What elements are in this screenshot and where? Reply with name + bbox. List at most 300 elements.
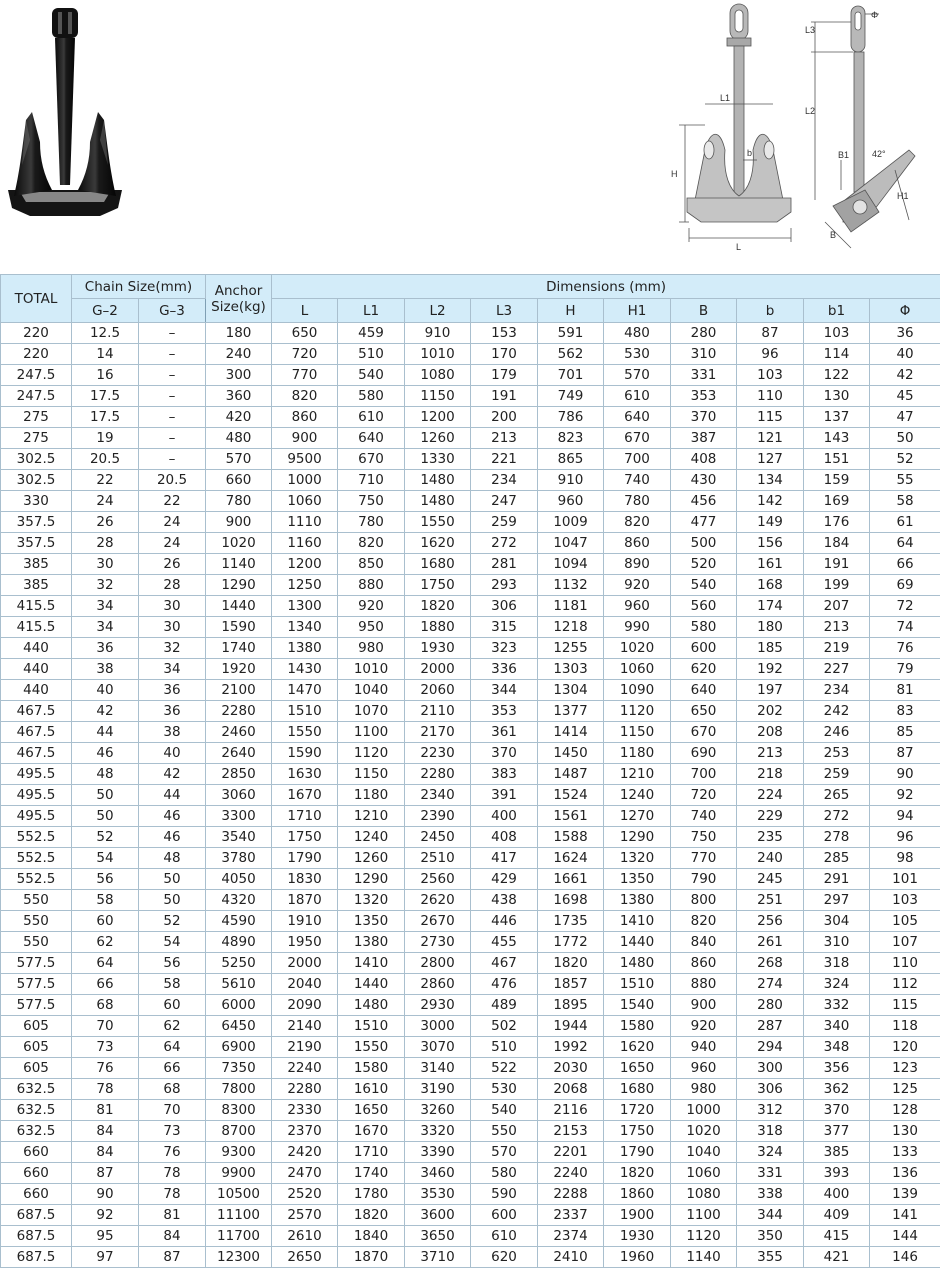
table-cell: 127 — [737, 449, 804, 470]
table-cell: 577.5 — [1, 953, 72, 974]
table-cell: 2930 — [405, 995, 471, 1016]
table-cell: 191 — [804, 554, 870, 575]
table-cell: 52 — [139, 911, 206, 932]
table-cell: 1930 — [604, 1226, 671, 1247]
table-cell: 440 — [1, 659, 72, 680]
table-cell: 50 — [72, 806, 139, 827]
table-cell: 820 — [272, 386, 338, 407]
table-cell: 1710 — [272, 806, 338, 827]
table-cell: 3650 — [405, 1226, 471, 1247]
table-cell: 60 — [139, 995, 206, 1016]
table-cell: 1670 — [338, 1121, 405, 1142]
table-cell: 2420 — [272, 1142, 338, 1163]
table-cell: 149 — [737, 512, 804, 533]
table-cell: 97 — [72, 1247, 139, 1268]
table-cell: 272 — [471, 533, 538, 554]
table-cell: 1040 — [671, 1142, 737, 1163]
table-cell: 259 — [804, 764, 870, 785]
table-cell: 1377 — [538, 701, 604, 722]
table-cell: 650 — [671, 701, 737, 722]
table-cell: 920 — [604, 575, 671, 596]
table-cell: 101 — [870, 869, 940, 890]
col-header-dim: b1 — [804, 299, 870, 323]
table-cell: 174 — [737, 596, 804, 617]
table-cell: 749 — [538, 386, 604, 407]
table-cell: 103 — [737, 365, 804, 386]
table-cell: 860 — [604, 533, 671, 554]
table-cell: 1000 — [272, 470, 338, 491]
table-cell: 1750 — [604, 1121, 671, 1142]
table-cell: 1790 — [272, 848, 338, 869]
table-row — [1, 1205, 940, 1226]
table-cell: 130 — [804, 386, 870, 407]
table-cell: 1480 — [338, 995, 405, 1016]
table-cell: 3070 — [405, 1037, 471, 1058]
table-cell: 324 — [737, 1142, 804, 1163]
table-cell: 510 — [471, 1037, 538, 1058]
table-row — [1, 806, 940, 827]
table-cell: 1200 — [272, 554, 338, 575]
col-header-dim: L1 — [338, 299, 405, 323]
table-cell: 58 — [870, 491, 940, 512]
table-cell: 409 — [804, 1205, 870, 1226]
table-cell: 1320 — [338, 890, 405, 911]
table-cell: 146 — [870, 1247, 940, 1268]
table-cell: 36 — [139, 680, 206, 701]
table-cell: 136 — [870, 1163, 940, 1184]
table-cell: 591 — [538, 323, 604, 344]
table-cell: 750 — [671, 827, 737, 848]
table-cell: 76 — [72, 1058, 139, 1079]
table-cell: 502 — [471, 1016, 538, 1037]
table-cell: 285 — [804, 848, 870, 869]
table-cell: 2650 — [272, 1247, 338, 1268]
table-cell: 910 — [538, 470, 604, 491]
table-cell: 118 — [870, 1016, 940, 1037]
table-cell: 2330 — [272, 1100, 338, 1121]
table-cell: 1580 — [604, 1016, 671, 1037]
table-cell: 120 — [870, 1037, 940, 1058]
anchor-header-line1: Anchor — [214, 282, 263, 299]
table-cell: 19 — [72, 428, 139, 449]
table-cell: 1150 — [604, 722, 671, 743]
table-cell: 562 — [538, 344, 604, 365]
table-cell: 980 — [671, 1079, 737, 1100]
table-cell: 281 — [471, 554, 538, 575]
table-cell: 1080 — [405, 365, 471, 386]
table-cell: 2800 — [405, 953, 471, 974]
table-cell: 860 — [272, 407, 338, 428]
table-cell: 1410 — [338, 953, 405, 974]
table-cell: 620 — [471, 1247, 538, 1268]
table-cell: 1670 — [272, 785, 338, 806]
table-cell: – — [139, 365, 206, 386]
table-cell: 740 — [671, 806, 737, 827]
table-cell: 1440 — [206, 596, 272, 617]
table-cell: 64 — [72, 953, 139, 974]
table-cell: 385 — [1, 575, 72, 596]
table-cell: 850 — [338, 554, 405, 575]
table-cell: 344 — [737, 1205, 804, 1226]
table-cell: 9500 — [272, 449, 338, 470]
table-cell: 550 — [1, 890, 72, 911]
table-cell: 47 — [870, 407, 940, 428]
table-cell: 1181 — [538, 596, 604, 617]
table-cell: 45 — [870, 386, 940, 407]
table-cell: 92 — [870, 785, 940, 806]
table-cell: 2390 — [405, 806, 471, 827]
table-cell: 3260 — [405, 1100, 471, 1121]
table-cell: 456 — [671, 491, 737, 512]
table-cell: 169 — [804, 491, 870, 512]
table-cell: 550 — [1, 932, 72, 953]
table-cell: 302.5 — [1, 470, 72, 491]
table-cell: 2000 — [405, 659, 471, 680]
table-cell: 560 — [671, 596, 737, 617]
table-cell: 400 — [804, 1184, 870, 1205]
table-cell: 550 — [471, 1121, 538, 1142]
table-cell: 115 — [870, 995, 940, 1016]
table-cell: 1620 — [405, 533, 471, 554]
table-cell: 68 — [72, 995, 139, 1016]
table-cell: 2640 — [206, 743, 272, 764]
table-cell: 143 — [804, 428, 870, 449]
table-cell: 1540 — [604, 995, 671, 1016]
table-cell: 1380 — [604, 890, 671, 911]
table-cell: 336 — [471, 659, 538, 680]
table-cell: 240 — [206, 344, 272, 365]
table-cell: 1150 — [405, 386, 471, 407]
table-cell: 92 — [72, 1205, 139, 1226]
table-cell: 220 — [1, 323, 72, 344]
table-row — [1, 890, 940, 911]
table-cell: 387 — [671, 428, 737, 449]
table-cell: 430 — [671, 470, 737, 491]
table-row — [1, 596, 940, 617]
table-cell: 56 — [72, 869, 139, 890]
table-cell: 687.5 — [1, 1205, 72, 1226]
table-cell: 660 — [1, 1163, 72, 1184]
table-row — [1, 827, 940, 848]
table-cell: 1510 — [272, 701, 338, 722]
table-cell: 865 — [538, 449, 604, 470]
table-row — [1, 1184, 940, 1205]
table-cell: 1510 — [604, 974, 671, 995]
table-cell: 3190 — [405, 1079, 471, 1100]
table-cell: 184 — [804, 533, 870, 554]
table-cell: 1040 — [338, 680, 405, 701]
table-cell: 420 — [206, 407, 272, 428]
table-cell: 540 — [471, 1100, 538, 1121]
table-cell: 2288 — [538, 1184, 604, 1205]
table-cell: 66 — [72, 974, 139, 995]
table-cell: 900 — [272, 428, 338, 449]
table-cell: 370 — [671, 407, 737, 428]
table-cell: 890 — [604, 554, 671, 575]
table-cell: 251 — [737, 890, 804, 911]
col-header-total: TOTAL — [1, 275, 72, 323]
table-row — [1, 575, 940, 596]
table-cell: 1550 — [338, 1037, 405, 1058]
table-cell: 1350 — [604, 869, 671, 890]
table-cell: 2240 — [538, 1163, 604, 1184]
table-cell: 81 — [72, 1100, 139, 1121]
table-cell: 122 — [804, 365, 870, 386]
table-cell: 1650 — [338, 1100, 405, 1121]
table-row — [1, 323, 940, 344]
table-cell: 720 — [671, 785, 737, 806]
table-cell: 26 — [72, 512, 139, 533]
table-cell: 6450 — [206, 1016, 272, 1037]
diagram-label: L3 — [805, 25, 816, 35]
table-cell: 1740 — [338, 1163, 405, 1184]
table-cell: 219 — [804, 638, 870, 659]
table-cell: 960 — [604, 596, 671, 617]
table-cell: 180 — [206, 323, 272, 344]
table-cell: 1880 — [405, 617, 471, 638]
table-cell: 6900 — [206, 1037, 272, 1058]
table-cell: 467.5 — [1, 722, 72, 743]
table-cell: 1290 — [604, 827, 671, 848]
table-cell: 920 — [338, 596, 405, 617]
table-cell: 1820 — [538, 953, 604, 974]
table-cell: 16 — [72, 365, 139, 386]
table-cell: 179 — [471, 365, 538, 386]
table-cell: 96 — [737, 344, 804, 365]
table-cell: 1772 — [538, 932, 604, 953]
table-cell: 1060 — [671, 1163, 737, 1184]
table-row — [1, 764, 940, 785]
table-cell: 3320 — [405, 1121, 471, 1142]
table-cell: 1900 — [604, 1205, 671, 1226]
table-cell: 1480 — [604, 953, 671, 974]
table-cell: 650 — [272, 323, 338, 344]
table-cell: 1160 — [272, 533, 338, 554]
table-cell: 632.5 — [1, 1079, 72, 1100]
table-cell: 240 — [737, 848, 804, 869]
table-cell: 318 — [737, 1121, 804, 1142]
table-cell: 610 — [338, 407, 405, 428]
table-cell: 1620 — [604, 1037, 671, 1058]
col-header-dim: H1 — [604, 299, 671, 323]
table-cell: 38 — [72, 659, 139, 680]
table-cell: 9300 — [206, 1142, 272, 1163]
table-cell: 1550 — [405, 512, 471, 533]
table-cell: 2374 — [538, 1226, 604, 1247]
table-cell: 130 — [870, 1121, 940, 1142]
table-cell: 42 — [870, 365, 940, 386]
table-cell: 480 — [206, 428, 272, 449]
table-row — [1, 974, 940, 995]
table-cell: 520 — [671, 554, 737, 575]
table-cell: 58 — [139, 974, 206, 995]
table-cell: 247.5 — [1, 386, 72, 407]
table-cell: 1550 — [272, 722, 338, 743]
table-cell: 340 — [804, 1016, 870, 1037]
table-cell: 46 — [139, 827, 206, 848]
table-cell: 280 — [671, 323, 737, 344]
anchor-spec-table — [0, 274, 940, 1268]
table-cell: 480 — [604, 323, 671, 344]
table-cell: 660 — [1, 1184, 72, 1205]
table-cell: 840 — [671, 932, 737, 953]
table-cell: 440 — [1, 680, 72, 701]
table-cell: 5250 — [206, 953, 272, 974]
table-cell: 114 — [804, 344, 870, 365]
table-cell: 421 — [804, 1247, 870, 1268]
table-cell: 242 — [804, 701, 870, 722]
table-cell: 540 — [671, 575, 737, 596]
table-cell: 14 — [72, 344, 139, 365]
table-cell: 110 — [870, 953, 940, 974]
table-cell: 234 — [804, 680, 870, 701]
table-cell: 786 — [538, 407, 604, 428]
table-cell: 76 — [139, 1142, 206, 1163]
table-cell: 350 — [737, 1226, 804, 1247]
table-cell: 1790 — [604, 1142, 671, 1163]
table-row — [1, 1037, 940, 1058]
table-cell: 62 — [72, 932, 139, 953]
table-cell: 1580 — [338, 1058, 405, 1079]
table-cell: 247 — [471, 491, 538, 512]
table-row — [1, 869, 940, 890]
table-cell: 256 — [737, 911, 804, 932]
table-cell: 1840 — [338, 1226, 405, 1247]
table-cell: 2060 — [405, 680, 471, 701]
table-row — [1, 1121, 940, 1142]
diagram-label: 42° — [872, 149, 886, 159]
table-cell: 2153 — [538, 1121, 604, 1142]
table-cell: 1300 — [272, 596, 338, 617]
table-cell: 1110 — [272, 512, 338, 533]
table-cell: 133 — [870, 1142, 940, 1163]
table-cell: 213 — [737, 743, 804, 764]
table-row — [1, 449, 940, 470]
table-cell: 2610 — [272, 1226, 338, 1247]
table-cell: 552.5 — [1, 827, 72, 848]
table-row — [1, 659, 940, 680]
table-cell: 1218 — [538, 617, 604, 638]
table-cell: 83 — [870, 701, 940, 722]
table-cell: 11100 — [206, 1205, 272, 1226]
table-cell: 590 — [471, 1184, 538, 1205]
table-cell: 1180 — [604, 743, 671, 764]
table-cell: 1630 — [272, 764, 338, 785]
table-cell: 1020 — [206, 533, 272, 554]
table-cell: 2337 — [538, 1205, 604, 1226]
table-cell: 274 — [737, 974, 804, 995]
table-cell: 24 — [139, 533, 206, 554]
table-cell: 50 — [870, 428, 940, 449]
table-cell: 1450 — [538, 743, 604, 764]
table-cell: 2340 — [405, 785, 471, 806]
table-cell: 261 — [737, 932, 804, 953]
table-cell: 632.5 — [1, 1100, 72, 1121]
table-cell: 1992 — [538, 1037, 604, 1058]
table-cell: 391 — [471, 785, 538, 806]
table-cell: 2570 — [272, 1205, 338, 1226]
table-cell: 2850 — [206, 764, 272, 785]
table-cell: 3710 — [405, 1247, 471, 1268]
table-cell: 32 — [72, 575, 139, 596]
table-cell: 10500 — [206, 1184, 272, 1205]
table-cell: 467.5 — [1, 701, 72, 722]
table-cell: 156 — [737, 533, 804, 554]
table-cell: 3540 — [206, 827, 272, 848]
table-cell: 24 — [139, 512, 206, 533]
table-cell: 2450 — [405, 827, 471, 848]
anchor-header-line2: Size(kg) — [211, 298, 266, 315]
table-cell: 318 — [804, 953, 870, 974]
diagram-label: B — [830, 230, 837, 240]
table-cell: 455 — [471, 932, 538, 953]
table-cell: 1320 — [604, 848, 671, 869]
table-cell: 46 — [139, 806, 206, 827]
table-row — [1, 722, 940, 743]
table-cell: 1120 — [338, 743, 405, 764]
table-cell: 275 — [1, 428, 72, 449]
table-cell: 415.5 — [1, 596, 72, 617]
table-cell: 90 — [72, 1184, 139, 1205]
table-cell: 332 — [804, 995, 870, 1016]
table-cell: 72 — [870, 596, 940, 617]
table-row — [1, 638, 940, 659]
table-cell: 1020 — [604, 638, 671, 659]
table-cell: 1100 — [338, 722, 405, 743]
table-cell: 577.5 — [1, 995, 72, 1016]
table-cell: 701 — [538, 365, 604, 386]
table-cell: 48 — [72, 764, 139, 785]
table-cell: 1200 — [405, 407, 471, 428]
table-cell: 115 — [737, 407, 804, 428]
table-row — [1, 1058, 940, 1079]
table-cell: 159 — [804, 470, 870, 491]
table-cell: 408 — [671, 449, 737, 470]
table-cell: 522 — [471, 1058, 538, 1079]
table-cell: 361 — [471, 722, 538, 743]
table-cell: 199 — [804, 575, 870, 596]
table-cell: 377 — [804, 1121, 870, 1142]
table-cell: 540 — [338, 365, 405, 386]
table-cell: 58 — [72, 890, 139, 911]
table-cell: 476 — [471, 974, 538, 995]
table-cell: 84 — [139, 1226, 206, 1247]
table-cell: 60 — [72, 911, 139, 932]
table-cell: 1100 — [671, 1205, 737, 1226]
table-row — [1, 470, 940, 491]
table-cell: 1588 — [538, 827, 604, 848]
table-cell: 1870 — [272, 890, 338, 911]
table-cell: 207 — [804, 596, 870, 617]
table-cell: 213 — [471, 428, 538, 449]
table-cell: 3390 — [405, 1142, 471, 1163]
table-cell: 81 — [870, 680, 940, 701]
diagram-label: L1 — [720, 93, 731, 103]
table-cell: 640 — [338, 428, 405, 449]
table-cell: – — [139, 344, 206, 365]
table-row — [1, 785, 940, 806]
table-cell: 55 — [870, 470, 940, 491]
table-cell: 312 — [737, 1100, 804, 1121]
table-cell: 1561 — [538, 806, 604, 827]
table-row — [1, 743, 940, 764]
table-cell: 221 — [471, 449, 538, 470]
table-cell: 2110 — [405, 701, 471, 722]
table-cell: 3000 — [405, 1016, 471, 1037]
table-cell: 385 — [1, 554, 72, 575]
table-cell: 1380 — [272, 638, 338, 659]
table-cell: 1009 — [538, 512, 604, 533]
